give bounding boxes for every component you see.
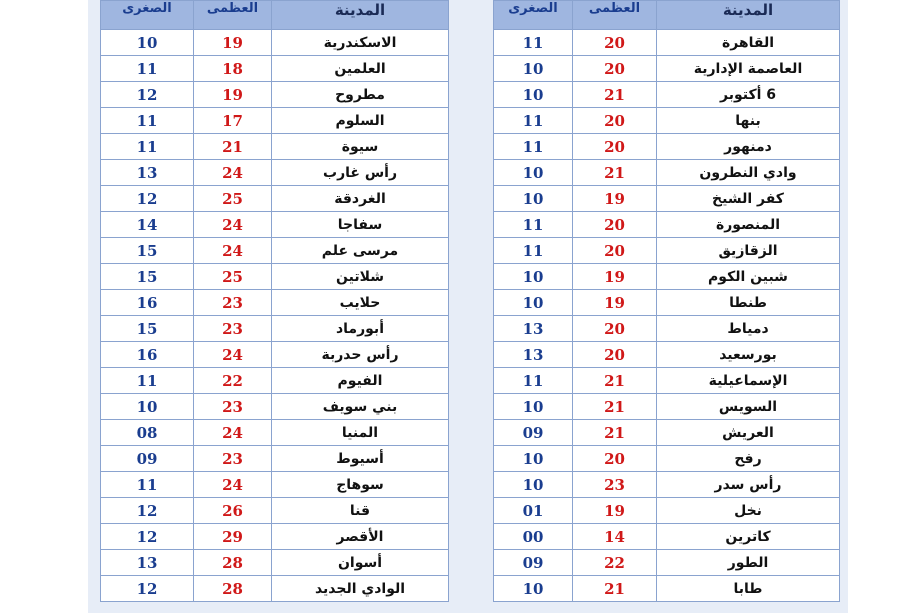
- max-temp-cell: 21: [573, 82, 657, 108]
- left-temperature-table: [100, 0, 449, 602]
- table-row: [101, 550, 449, 576]
- min-temp-cell: 16: [101, 290, 194, 316]
- city-name-cell: رأس حدربة: [272, 342, 449, 368]
- city-name-cell: الوادي الجديد: [272, 576, 449, 602]
- table-row: [494, 342, 840, 368]
- city-name-cell: المنصورة: [657, 212, 840, 238]
- table-row: [101, 186, 449, 212]
- city-name-cell: الغردقة: [272, 186, 449, 212]
- min-temp-cell: 10: [101, 394, 194, 420]
- min-temp-cell: 10: [494, 290, 573, 316]
- min-temp-cell: 13: [494, 342, 573, 368]
- table-row: [101, 238, 449, 264]
- city-name-cell: أبورماد: [272, 316, 449, 342]
- table-row: [101, 264, 449, 290]
- max-temp-cell: 20: [573, 30, 657, 56]
- city-name-cell: الإسماعيلية: [657, 368, 840, 394]
- max-temp-cell: 20: [573, 108, 657, 134]
- min-temp-cell: 15: [101, 316, 194, 342]
- table-row: [494, 264, 840, 290]
- right-table-body: [494, 30, 840, 602]
- city-name-cell: نخل: [657, 498, 840, 524]
- table-row: [494, 108, 840, 134]
- max-temp-cell: 20: [573, 342, 657, 368]
- min-temp-cell: 12: [101, 498, 194, 524]
- min-temp-cell: 10: [494, 264, 573, 290]
- min-temp-cell: 10: [101, 30, 194, 56]
- table-row: [494, 472, 840, 498]
- table-row: [101, 316, 449, 342]
- max-temp-cell: 22: [194, 368, 272, 394]
- max-temp-cell: 24: [194, 238, 272, 264]
- table-row: [101, 82, 449, 108]
- table-row: [494, 186, 840, 212]
- max-temp-cell: 22: [573, 550, 657, 576]
- city-name-cell: مرسى علم: [272, 238, 449, 264]
- min-temp-cell: 11: [101, 108, 194, 134]
- city-name-cell: أسيوط: [272, 446, 449, 472]
- table-row: [101, 212, 449, 238]
- max-temp-cell: 19: [573, 264, 657, 290]
- max-temp-cell: 20: [573, 238, 657, 264]
- table-row: [101, 576, 449, 602]
- city-name-cell: أسوان: [272, 550, 449, 576]
- city-name-cell: كفر الشيخ: [657, 186, 840, 212]
- table-row: [494, 420, 840, 446]
- min-temp-cell: 12: [101, 524, 194, 550]
- right-header-row: [494, 1, 840, 30]
- city-name-cell: مطروح: [272, 82, 449, 108]
- min-temp-cell: 09: [494, 420, 573, 446]
- max-temp-cell: 28: [194, 576, 272, 602]
- left-header-row: [101, 1, 449, 30]
- min-temp-cell: 13: [101, 550, 194, 576]
- table-row: [494, 212, 840, 238]
- max-temp-cell: 20: [573, 212, 657, 238]
- city-name-cell: بورسعيد: [657, 342, 840, 368]
- city-name-cell: السلوم: [272, 108, 449, 134]
- city-name-cell: القاهرة: [657, 30, 840, 56]
- left-table-body: [101, 30, 449, 602]
- min-temp-cell: 08: [101, 420, 194, 446]
- max-temp-cell: 20: [573, 134, 657, 160]
- max-temp-cell: 23: [573, 472, 657, 498]
- city-name-cell: العلمين: [272, 56, 449, 82]
- min-temp-cell: 01: [494, 498, 573, 524]
- table-row: [101, 368, 449, 394]
- city-name-cell: وادي النطرون: [657, 160, 840, 186]
- max-temp-cell: 24: [194, 420, 272, 446]
- min-temp-cell: 10: [494, 160, 573, 186]
- max-header: العظمى: [194, 1, 272, 30]
- min-temp-cell: 00: [494, 524, 573, 550]
- city-header: المدينة: [272, 1, 449, 30]
- min-temp-cell: 10: [494, 82, 573, 108]
- max-temp-cell: 28: [194, 550, 272, 576]
- city-name-cell: سيوة: [272, 134, 449, 160]
- min-temp-cell: 09: [101, 446, 194, 472]
- city-header: المدينة: [657, 1, 840, 30]
- table-row: [494, 238, 840, 264]
- max-temp-cell: 20: [573, 446, 657, 472]
- table-row: [494, 576, 840, 602]
- table-row: [101, 30, 449, 56]
- max-temp-cell: 21: [573, 368, 657, 394]
- min-temp-cell: 11: [494, 30, 573, 56]
- table-row: [494, 30, 840, 56]
- table-row: [101, 394, 449, 420]
- city-name-cell: رأس سدر: [657, 472, 840, 498]
- max-temp-cell: 23: [194, 394, 272, 420]
- min-temp-cell: 11: [494, 368, 573, 394]
- table-row: [494, 524, 840, 550]
- city-name-cell: دمياط: [657, 316, 840, 342]
- max-temp-cell: 19: [194, 82, 272, 108]
- min-temp-cell: 12: [101, 186, 194, 212]
- min-temp-cell: 10: [494, 56, 573, 82]
- min-temp-cell: 10: [494, 394, 573, 420]
- city-name-cell: دمنهور: [657, 134, 840, 160]
- max-temp-cell: 29: [194, 524, 272, 550]
- city-name-cell: السويس: [657, 394, 840, 420]
- min-temp-cell: 15: [101, 264, 194, 290]
- city-name-cell: سفاجا: [272, 212, 449, 238]
- max-temp-cell: 25: [194, 264, 272, 290]
- table-row: [494, 394, 840, 420]
- table-row: [101, 134, 449, 160]
- max-temp-cell: 14: [573, 524, 657, 550]
- table-row: [101, 498, 449, 524]
- max-temp-cell: 20: [573, 56, 657, 82]
- city-name-cell: رأس غارب: [272, 160, 449, 186]
- table-row: [101, 342, 449, 368]
- max-temp-cell: 17: [194, 108, 272, 134]
- table-row: [101, 420, 449, 446]
- max-temp-cell: 21: [573, 394, 657, 420]
- max-temp-cell: 24: [194, 212, 272, 238]
- min-temp-cell: 11: [494, 212, 573, 238]
- max-temp-cell: 26: [194, 498, 272, 524]
- max-temp-cell: 24: [194, 342, 272, 368]
- table-row: [494, 550, 840, 576]
- min-temp-cell: 11: [494, 238, 573, 264]
- table-row: [101, 524, 449, 550]
- min-temp-cell: 10: [494, 446, 573, 472]
- min-temp-cell: 09: [494, 550, 573, 576]
- max-temp-cell: 23: [194, 316, 272, 342]
- max-header: العظمى: [573, 1, 657, 30]
- city-name-cell: 6 أكتوبر: [657, 82, 840, 108]
- city-name-cell: بنها: [657, 108, 840, 134]
- table-row: [494, 290, 840, 316]
- max-temp-cell: 21: [573, 160, 657, 186]
- city-name-cell: الطور: [657, 550, 840, 576]
- city-name-cell: حلايب: [272, 290, 449, 316]
- max-temp-cell: 23: [194, 446, 272, 472]
- min-temp-cell: 11: [101, 56, 194, 82]
- table-row: [494, 56, 840, 82]
- table-row: [101, 56, 449, 82]
- min-temp-cell: 14: [101, 212, 194, 238]
- city-name-cell: العريش: [657, 420, 840, 446]
- min-temp-cell: 13: [101, 160, 194, 186]
- table-row: [494, 316, 840, 342]
- city-name-cell: رفح: [657, 446, 840, 472]
- city-name-cell: سوهاج: [272, 472, 449, 498]
- city-name-cell: المنيا: [272, 420, 449, 446]
- table-row: [494, 160, 840, 186]
- max-temp-cell: 24: [194, 472, 272, 498]
- max-temp-cell: 21: [194, 134, 272, 160]
- city-name-cell: شبين الكوم: [657, 264, 840, 290]
- city-name-cell: الاسكندرية: [272, 30, 449, 56]
- min-temp-cell: 10: [494, 576, 573, 602]
- min-temp-cell: 10: [494, 186, 573, 212]
- min-temp-cell: 11: [494, 108, 573, 134]
- city-name-cell: الفيوم: [272, 368, 449, 394]
- city-name-cell: الزقازيق: [657, 238, 840, 264]
- max-temp-cell: 19: [194, 30, 272, 56]
- city-name-cell: كاترين: [657, 524, 840, 550]
- min-temp-cell: 15: [101, 238, 194, 264]
- max-temp-cell: 19: [573, 186, 657, 212]
- max-temp-cell: 19: [573, 498, 657, 524]
- max-temp-cell: 21: [573, 576, 657, 602]
- city-name-cell: شلاتين: [272, 264, 449, 290]
- min-temp-cell: 11: [101, 472, 194, 498]
- min-header: الصغرى: [494, 1, 573, 30]
- max-temp-cell: 20: [573, 316, 657, 342]
- table-row: [101, 446, 449, 472]
- city-name-cell: العاصمة الإدارية: [657, 56, 840, 82]
- min-header: الصغرى: [101, 1, 194, 30]
- max-temp-cell: 19: [573, 290, 657, 316]
- table-row: [494, 446, 840, 472]
- city-name-cell: قنا: [272, 498, 449, 524]
- table-row: [101, 472, 449, 498]
- city-name-cell: طنطا: [657, 290, 840, 316]
- table-row: [101, 160, 449, 186]
- min-temp-cell: 12: [101, 82, 194, 108]
- city-name-cell: بني سويف: [272, 394, 449, 420]
- min-temp-cell: 12: [101, 576, 194, 602]
- max-temp-cell: 25: [194, 186, 272, 212]
- city-name-cell: الأقصر: [272, 524, 449, 550]
- min-temp-cell: 13: [494, 316, 573, 342]
- max-temp-cell: 24: [194, 160, 272, 186]
- table-row: [494, 498, 840, 524]
- city-name-cell: طابا: [657, 576, 840, 602]
- table-row: [494, 82, 840, 108]
- min-temp-cell: 11: [494, 134, 573, 160]
- table-row: [101, 108, 449, 134]
- table-row: [494, 134, 840, 160]
- min-temp-cell: 16: [101, 342, 194, 368]
- max-temp-cell: 21: [573, 420, 657, 446]
- max-temp-cell: 23: [194, 290, 272, 316]
- min-temp-cell: 11: [101, 368, 194, 394]
- right-temperature-table: [493, 0, 840, 602]
- min-temp-cell: 11: [101, 134, 194, 160]
- max-temp-cell: 18: [194, 56, 272, 82]
- table-row: [101, 290, 449, 316]
- min-temp-cell: 10: [494, 472, 573, 498]
- table-row: [494, 368, 840, 394]
